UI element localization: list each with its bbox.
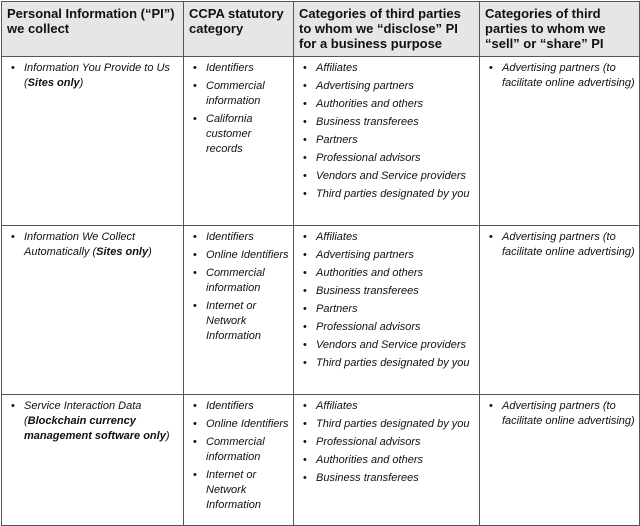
- list-item: • Authorities and others: [316, 97, 475, 112]
- list-item: • Business transferees: [316, 471, 475, 486]
- pi-text: Service Interaction Data (: [24, 400, 142, 427]
- list-item: • Advertising partners: [316, 248, 475, 263]
- table-row: [2, 57, 640, 226]
- sell-list: [480, 57, 639, 91]
- cell-disclose-parties: [294, 57, 480, 226]
- list-item: • Identifiers: [206, 399, 289, 414]
- sell-list: [480, 226, 639, 260]
- cell-pi-collected: [2, 226, 184, 395]
- table-row: [2, 226, 640, 395]
- list-item: • Third parties designated by you: [316, 356, 475, 371]
- header-sell-share-parties: Categories of third parties to whom we “sell” or “share” PI: [480, 2, 640, 57]
- pi-scope: Sites only: [27, 77, 80, 89]
- cell-ccpa-category: [184, 395, 294, 526]
- ccpa-list: [184, 395, 293, 513]
- disclose-list: [294, 226, 479, 371]
- list-item: • Professional advisors: [316, 151, 475, 166]
- list-item: • Online Identifiers: [206, 248, 289, 263]
- ccpa-disclosure-table: [1, 1, 640, 526]
- list-item: • Business transferees: [316, 284, 475, 299]
- list-item: • Advertising partners (to facilitate online advertising): [502, 230, 635, 260]
- list-item: [24, 61, 179, 91]
- pi-list: [2, 57, 183, 91]
- list-item: • Authorities and others: [316, 266, 475, 281]
- cell-pi-collected: [2, 57, 184, 226]
- disclose-list: [294, 395, 479, 486]
- cell-sell-share-parties: [480, 57, 640, 226]
- pi-tail: ): [165, 430, 170, 442]
- list-item: • Partners: [316, 302, 475, 317]
- list-item: • Business transferees: [316, 115, 475, 130]
- list-item: • Affiliates: [316, 399, 475, 414]
- list-item: • Third parties designated by you: [316, 187, 475, 202]
- list-item: • Third parties designated by you: [316, 417, 475, 432]
- cell-sell-share-parties: [480, 226, 640, 395]
- disclose-list: [294, 57, 479, 202]
- list-item: • Vendors and Service providers: [316, 338, 475, 353]
- header-ccpa-category: CCPA statutory category: [184, 2, 294, 57]
- list-item: • Advertising partners (to facilitate online advertising): [502, 61, 635, 91]
- ccpa-list: [184, 226, 293, 344]
- list-item: [24, 230, 179, 260]
- list-item: • Authorities and others: [316, 453, 475, 468]
- list-item: • California customer records: [206, 112, 289, 157]
- list-item: • Professional advisors: [316, 320, 475, 335]
- table-row: [2, 395, 640, 526]
- cell-ccpa-category: [184, 57, 294, 226]
- cell-pi-collected: [2, 395, 184, 526]
- list-item: • Online Identifiers: [206, 417, 289, 432]
- cell-disclose-parties: [294, 226, 480, 395]
- ccpa-list: [184, 57, 293, 157]
- list-item: • Advertising partners: [316, 79, 475, 94]
- cell-sell-share-parties: [480, 395, 640, 526]
- pi-tail: ): [148, 246, 152, 258]
- list-item: • Commercial information: [206, 266, 289, 296]
- list-item: • Partners: [316, 133, 475, 148]
- pi-list: [2, 226, 183, 260]
- list-item: • Commercial information: [206, 435, 289, 465]
- list-item: [24, 399, 179, 444]
- header-disclose-parties: Categories of third parties to whom we “disclose” PI for a business purpose: [294, 2, 480, 57]
- pi-scope: Sites only: [96, 246, 149, 258]
- cell-disclose-parties: [294, 395, 480, 526]
- list-item: • Commercial information: [206, 79, 289, 109]
- list-item: • Affiliates: [316, 230, 475, 245]
- pi-text: Information You Provide to Us (: [24, 62, 170, 89]
- list-item: • Vendors and Service providers: [316, 169, 475, 184]
- cell-ccpa-category: [184, 226, 294, 395]
- list-item: • Advertising partners (to facilitate online advertising): [502, 399, 635, 429]
- pi-list: [2, 395, 183, 444]
- header-pi-collected: Personal Information (“PI”) we collect: [2, 2, 184, 57]
- list-item: • Identifiers: [206, 230, 289, 245]
- list-item: • Professional advisors: [316, 435, 475, 450]
- pi-tail: ): [79, 77, 84, 89]
- list-item: • Affiliates: [316, 61, 475, 76]
- pi-scope: Blockchain currency management software only: [24, 415, 166, 442]
- list-item: • Internet or Network Information: [206, 299, 289, 344]
- list-item: • Identifiers: [206, 61, 289, 76]
- pi-text: Information We Collect Automatically (: [24, 231, 136, 258]
- list-item: • Internet or Network Information: [206, 468, 289, 513]
- sell-list: [480, 395, 639, 429]
- table-header-row: [2, 2, 640, 57]
